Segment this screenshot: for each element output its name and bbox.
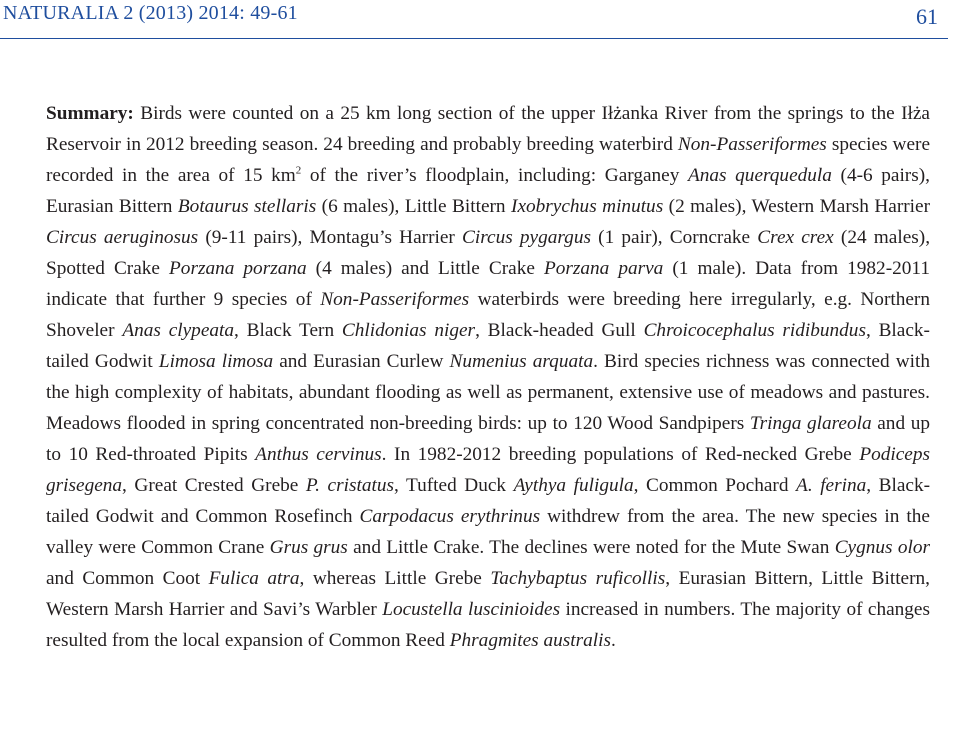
summary-text: (1 pair), Corncrake (590, 227, 758, 248)
summary-paragraph (46, 98, 930, 656)
species-name: Circus pygargus (462, 227, 591, 248)
species-name: Non-Passeriformes (320, 289, 470, 310)
page-header (0, 0, 960, 40)
summary-label: Summary: (46, 103, 134, 124)
summary-text: (2 males), Western Marsh Harrier (663, 196, 930, 217)
species-name: Tachybaptus ruficollis (490, 568, 666, 589)
species-name: Anthus cervinus (255, 444, 382, 465)
species-name: Ixobrychus minutus (511, 196, 664, 217)
summary-text: , Tufted Duck (393, 475, 514, 496)
species-name: Non-Passeriformes (677, 134, 827, 155)
summary-text: , Black-tailed Godwit and Common Rosefinch (46, 475, 931, 527)
species-name: Crex crex (757, 227, 834, 248)
species-name: P. cristatus (305, 475, 394, 496)
summary-text: of the river’s floodplain, including: Garganey (301, 165, 688, 186)
summary-text: , whereas Little Grebe (299, 568, 491, 589)
summary-text: waterbirds were breeding here irregularly, e.g. Northern Shoveler (46, 289, 930, 341)
summary-text: , Common Pochard (633, 475, 797, 496)
species-name: Chroicocephalus ridibundus (643, 320, 866, 341)
species-name: Botaurus stellaris (177, 196, 317, 217)
summary-text: increased in numbers. The majority of changes resulted from the local expansion of Common Reed (46, 599, 930, 651)
summary-text: , Eurasian Bittern, Little Bittern, Western Marsh Harrier and Savi’s Warbler (46, 568, 930, 620)
summary-text: (4 males) and Little Crake (306, 258, 544, 279)
summary-text: , Black-headed Gull (475, 320, 644, 341)
summary-text: and up to 10 Red-throated Pipits (46, 413, 931, 465)
summary-text: withdrew from the area. The new species in the valley were Common Crane (46, 506, 930, 558)
superscript: 2 (295, 164, 302, 177)
species-name: Circus aeruginosus (46, 227, 199, 248)
summary-text: (9-11 pairs), Montagu’s Harrier (198, 227, 463, 248)
species-name: Porzana parva (543, 258, 664, 279)
summary-text: Birds were counted on a 25 km long section of the upper Iłżanka River from the springs to the Iłża Reservoir in 2012 breeding season. 24 breeding and probably breeding waterbird (46, 103, 930, 155)
summary-text: . (610, 630, 616, 651)
summary-text: (1 male). Data from 1982-2011 indicate that further 9 species of (46, 258, 930, 310)
journal-citation: NATURALIA 2 (2013) 2014: 49-61 (3, 2, 298, 24)
species-name: Aythya fuligula (513, 475, 634, 496)
species-name: Fulica atra (208, 568, 300, 589)
header-rule (0, 38, 948, 39)
summary-text: , Great Crested Grebe (122, 475, 306, 496)
summary-text: (4-6 pairs), Eurasian Bittern (46, 165, 930, 217)
summary-text: (24 males), Spotted Crake (46, 227, 931, 279)
species-name: Grus grus (269, 537, 348, 558)
summary-text: species were recorded in the area of 15 km (46, 134, 930, 186)
species-name: Numenius arquata (449, 351, 594, 372)
summary-text: (6 males), Little Bittern (316, 196, 512, 217)
summary-text: and Common Coot (46, 568, 209, 589)
species-name: Carpodacus erythrinus (359, 506, 541, 527)
species-name: Limosa limosa (158, 351, 274, 372)
species-name: Anas querquedula (687, 165, 832, 186)
summary-text: , Black Tern (234, 320, 342, 341)
species-name: Phragmites australis (449, 630, 611, 651)
species-name: A. ferina (796, 475, 867, 496)
summary-text: and Eurasian Curlew (273, 351, 450, 372)
page-number: 61 (916, 4, 938, 29)
species-name: Podiceps grisegena (46, 444, 930, 496)
species-name: Anas clypeata (122, 320, 235, 341)
summary-text: , Black-tailed Godwit (46, 320, 930, 372)
summary-text: . In 1982-2012 breeding populations of Red-necked Grebe (381, 444, 860, 465)
species-name: Tringa glareola (749, 413, 872, 434)
summary-text: . Bird species richness was connected with the high complexity of habitats, abundant flooding as well as permanent, extensive use of meadows and pastures. Meadows flooded in spring concentrated non-breeding birds: up to 120 Wood Sandpipers (46, 351, 930, 434)
species-name: Locustella luscinioides (382, 599, 561, 620)
summary-text: and Little Crake. The declines were noted for the Mute Swan (347, 537, 835, 558)
species-name: Cygnus olor (834, 537, 930, 558)
species-name: Porzana porzana (169, 258, 307, 279)
species-name: Chlidonias niger (341, 320, 476, 341)
